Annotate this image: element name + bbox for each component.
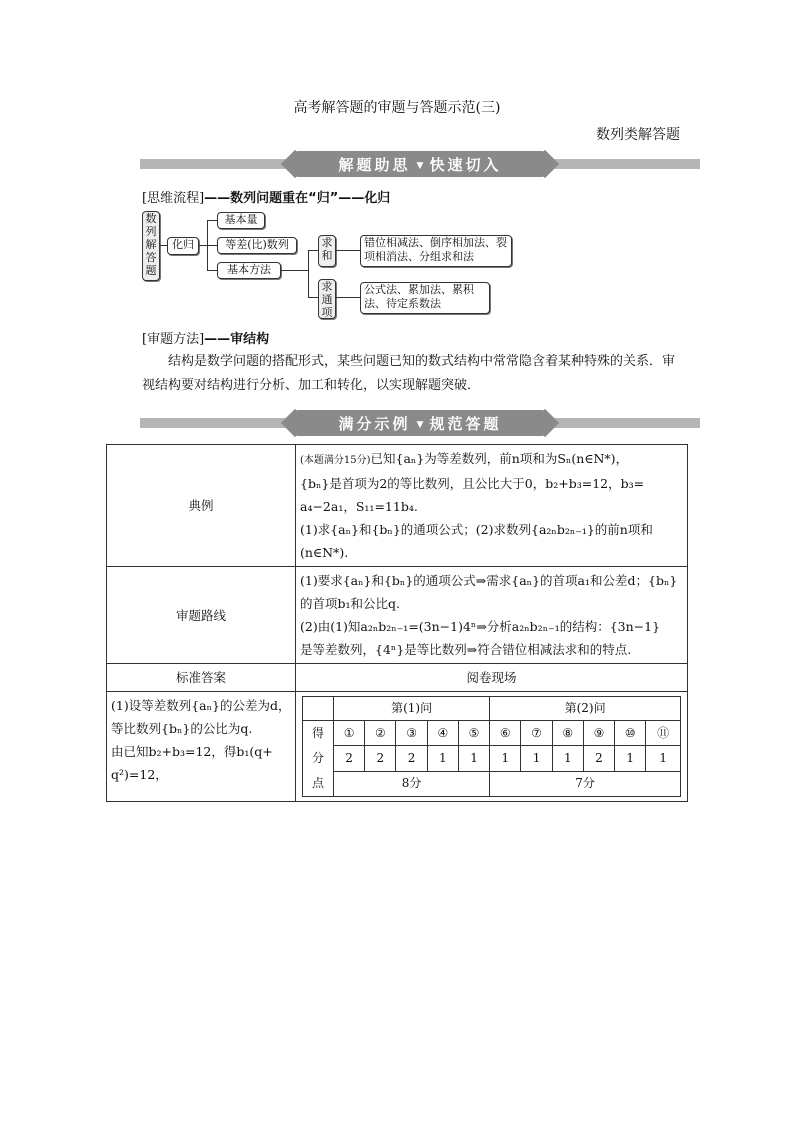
step-points: 1 <box>615 746 646 771</box>
text-line: 等比数列{bₙ}的公比为q. <box>111 721 253 736</box>
step-points: 1 <box>521 746 552 771</box>
text-line: (n∈N*). <box>300 545 349 560</box>
score-row-label: 得 分 点 <box>303 721 334 797</box>
flow-root-text: 数列解答题 <box>145 212 157 277</box>
banner-left-text: 满分示例 <box>338 415 411 433</box>
section-text: ——数列问题重在“归”——化归 <box>204 191 391 206</box>
flow-branch-term-text: 求通项 <box>321 280 333 319</box>
section-label: [思维流程] <box>142 191 205 206</box>
step-points: 1 <box>458 746 489 771</box>
flow-item-basic: 基本量 <box>217 212 265 229</box>
example-content <box>296 445 688 567</box>
step-points: 1 <box>490 746 521 771</box>
step-mark: ⑪ <box>646 721 681 746</box>
text-line: {bₙ}是首项为2的等比数列，且公比大于0，b₂+b₃=12，b₃= <box>300 476 645 491</box>
flow-branch-sum <box>318 235 336 267</box>
row-label-route: 审题路线 <box>107 567 296 664</box>
score-total-part1: 8分 <box>334 771 490 796</box>
flow-node-transform: 化归 <box>167 237 199 255</box>
grading-content <box>296 692 688 802</box>
text-line: (1)设等差数列{aₙ}的公差为d， <box>111 698 291 713</box>
route-content <box>296 567 688 664</box>
banner-right-text: 规范答题 <box>429 415 502 433</box>
step-mark: ② <box>365 721 396 746</box>
step-mark: ④ <box>427 721 458 746</box>
section-banner-example <box>140 410 700 436</box>
text-line: (1)求{aₙ}和{bₙ}的通项公式；(2)求数列{a₂ₙb₂ₙ₋₁}的前n项和 <box>300 522 653 537</box>
step-mark: ⑩ <box>615 721 646 746</box>
score-total-part2: 7分 <box>490 771 681 796</box>
text-line: 是等差数列，{4ⁿ}是等比数列⇒符合错位相减法求和的特点. <box>300 642 632 657</box>
page-subtitle: 数列类解答题 <box>596 127 680 143</box>
step-points: 2 <box>583 746 614 771</box>
score-header-part2: 第(2)问 <box>490 697 681 721</box>
step-points: 1 <box>552 746 583 771</box>
text-line: a₄−2a₁，S₁₁=11b₄. <box>300 499 418 514</box>
step-points: 1 <box>427 746 458 771</box>
page-title: 高考解答题的审题与答题示范(三) <box>293 100 501 116</box>
text-line: (1)要求{aₙ}和{bₙ}的通项公式⇒需求{aₙ}的首项a₁和公差d；{bₙ} <box>300 573 678 588</box>
col-header-answer: 标准答案 <box>107 664 296 692</box>
section-banner-tips <box>140 151 700 177</box>
step-points: 2 <box>365 746 396 771</box>
step-mark: ③ <box>396 721 427 746</box>
step-mark: ⑧ <box>552 721 583 746</box>
banner-left-text: 解题助思 <box>338 156 411 174</box>
intro-paragraph: 结构是数学问题的搭配形式，某些问题已知的数式结构中常常隐含着某种特殊的关系．审视结构要对结构进行分析、加工和转化，以实现解题突破． <box>142 354 676 393</box>
col-header-grading: 阅卷现场 <box>296 664 688 692</box>
step-mark: ⑦ <box>521 721 552 746</box>
flow-sum-methods: 错位相减法、倒序相加法、裂项相消法、分组求和法 <box>360 235 512 267</box>
flow-branch-term <box>318 279 336 319</box>
score-header-part1: 第(1)问 <box>334 697 490 721</box>
table-row <box>107 664 688 692</box>
flow-item-method: 基本方法 <box>217 262 281 279</box>
flow-branch-sum-text: 求和 <box>321 236 333 262</box>
text-line: 由已知b₂+b₃=12，得b₁(q+ <box>111 744 273 759</box>
score-tag: (本题满分15分) <box>300 455 371 466</box>
text-line: (2)由(1)知a₂ₙb₂ₙ₋₁=(3n−1)4ⁿ⇒分析a₂ₙb₂ₙ₋₁的结构：{3n−1} <box>300 619 661 634</box>
thinking-flow-heading <box>142 187 390 206</box>
text-line: q²)=12， <box>111 767 168 782</box>
table-row <box>107 692 688 802</box>
step-mark: ⑥ <box>490 721 521 746</box>
flow-term-methods: 公式法、累加法、累积法、待定系数法 <box>360 282 490 314</box>
score-table <box>302 696 681 797</box>
row-label-example: 典例 <box>107 445 296 567</box>
table-row <box>107 567 688 664</box>
section-text: ——审结构 <box>204 332 270 347</box>
step-mark: ⑨ <box>583 721 614 746</box>
section-label: [审题方法] <box>142 332 205 347</box>
triangle-down-icon: ▼ <box>416 161 424 171</box>
flow-root <box>142 211 160 281</box>
review-method-heading <box>142 328 269 347</box>
banner-right-text: 快速切入 <box>429 156 502 174</box>
table-row <box>107 445 688 567</box>
step-mark: ⑤ <box>458 721 489 746</box>
flow-item-sequence: 等差(比)数列 <box>217 237 297 254</box>
step-points: 1 <box>646 746 681 771</box>
step-points: 2 <box>334 746 365 771</box>
triangle-down-icon: ▼ <box>416 420 424 430</box>
step-points: 2 <box>396 746 427 771</box>
example-table <box>106 444 688 802</box>
step-mark: ① <box>334 721 365 746</box>
text-line: 已知{aₙ}为等差数列，前n项和为Sₙ(n∈N*)， <box>370 451 629 466</box>
text-line: 的首项b₁和公比q. <box>300 596 400 611</box>
answer-content <box>107 692 296 802</box>
